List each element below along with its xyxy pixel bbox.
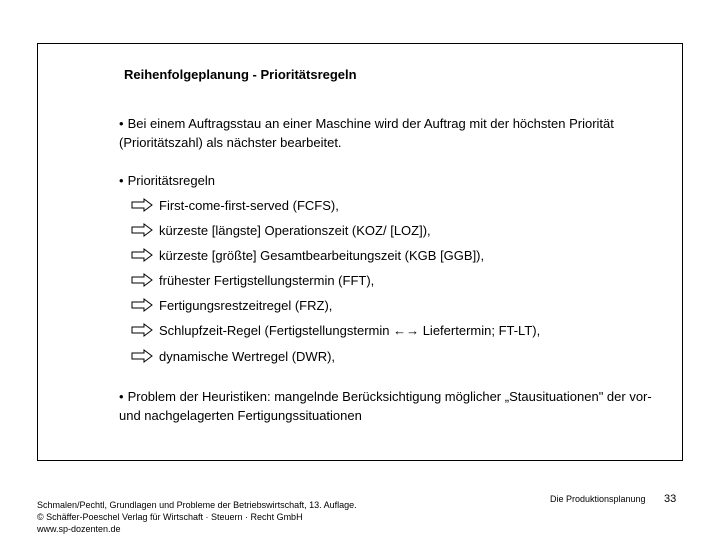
arrow-right-icon [131,323,153,337]
rule-item [131,346,335,366]
arrow-right-icon [131,273,153,287]
rule-label: frühester Fertigstellungstermin (FFT), [159,272,375,288]
arrow-right-icon [131,248,153,262]
rule-item [131,295,332,315]
arrow-right-icon [131,223,153,237]
footer-section: Die Produktionsplanung [550,494,646,504]
bullet-auftragsstau [119,114,659,152]
rule-item [131,270,374,290]
rule-label: Fertigungsrestzeitregel (FRZ), [159,297,333,313]
rule-item [131,245,484,265]
arrow-right-icon [131,298,153,312]
bullet-marker: • [119,389,124,404]
citation-line: www.sp-dozenten.de [37,524,121,534]
bullet-marker: • [119,173,124,188]
bullet-text: Problem der Heuristiken: mangelnde Berücksichtigung möglicher „Stausituationen" der vor- und nachgelagerten Fertigungssituationen [119,389,652,423]
rule-item [131,320,540,340]
bullet-prioritaetsregeln [119,171,215,190]
citation-line: Schmalen/Pechtl, Grundlagen und Probleme der Betriebswirtschaft, 13. Auflage. [37,500,357,510]
page-number: 33 [664,493,677,505]
footer-citation [37,499,357,535]
rule-label: Schlupfzeit-Regel (Fertigstellungstermin ←→ Liefertermin; FT-LT), [159,322,541,338]
bullet-text: Prioritätsregeln [127,173,215,188]
bullet-heuristik-problem [119,387,659,425]
citation-line: © Schäffer-Poeschel Verlag für Wirtschaft · Steuern · Recht GmbH [37,512,303,522]
rule-item [131,220,431,240]
rule-item [131,195,339,215]
rule-label: First-come-first-served (FCFS), [159,197,339,213]
bullet-text: Bei einem Auftragsstau an einer Maschine wird der Auftrag mit der höchsten Priorität (Prioritätszahl) als nächster bearbeitet. [119,116,614,150]
rule-label: dynamische Wertregel (DWR), [159,348,336,364]
bullet-marker: • [119,116,124,131]
rule-label: kürzeste [längste] Operationszeit (KOZ/ [LOZ]), [159,222,431,238]
rule-label: kürzeste [größte] Gesamtbearbeitungszeit (KGB [GGB]), [159,247,485,263]
arrow-right-icon [131,198,153,212]
arrow-right-icon [131,349,153,363]
slide-title: Reihenfolgeplanung - Prioritätsregeln [124,67,357,82]
